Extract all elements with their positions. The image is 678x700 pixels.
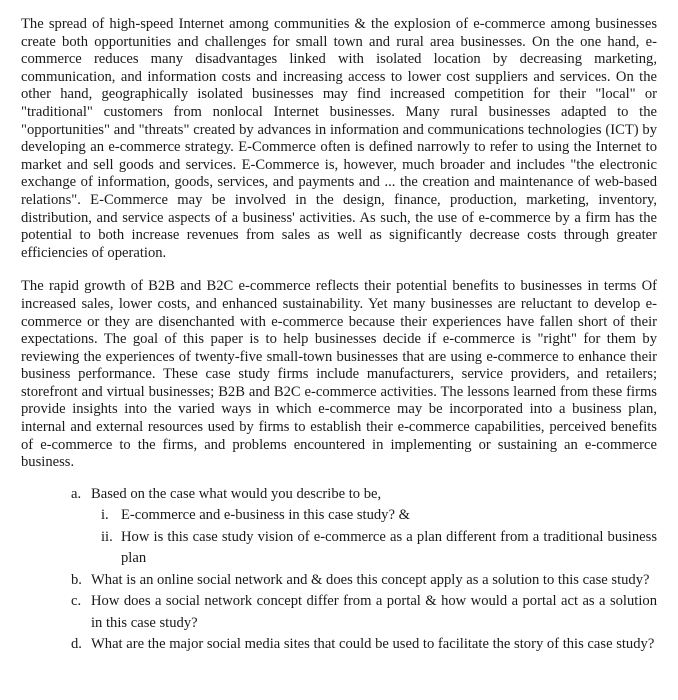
question-marker: c. bbox=[71, 593, 82, 610]
sub-question-ii bbox=[91, 527, 657, 570]
question-text: What is an online social network and & does this concept apply as a solution to this case study? bbox=[91, 571, 650, 588]
question-text: Based on the case what would you describe to be, bbox=[91, 485, 382, 502]
question-b bbox=[21, 570, 657, 592]
sub-question-i bbox=[91, 505, 657, 527]
question-text: What are the major social media sites that could be used to facilitate the story of this case study? bbox=[91, 636, 655, 653]
question-d bbox=[21, 634, 657, 656]
question-a bbox=[21, 484, 657, 570]
paragraph-goal: The rapid growth of B2B and B2C e-commerce reflects their potential benefits to businesses in terms Of increased sales, lower costs, and enhanced sustainability. Yet many businesses are reluctant to develop e-commerce or they are disenchanted with e-commerce because their experiences have fallen short of their expectations. The goal of this paper is to help businesses decide if e-commerce is "right" for them by reviewing the experiences of twenty-five small-town businesses that are using e-commerce to enhance their business performance. These case study firms include manufacturers, service providers, and retailers; storefront and virtual businesses; B2B and B2C e-commerce activities. The lessons learned from these firms provide insights into the varied ways in which e-commerce may be incorporated into a business plan, internal and external resources used by firms to establish their e-commerce capabilities, perceived benefits of e-commerce to the firms, and problems encountered in implementing or sustaining an e-commerce business. bbox=[21, 278, 657, 471]
question-text: How does a social network concept differ from a portal & how would a portal act as a solution in this case study? bbox=[91, 593, 657, 631]
sub-question-marker: ii. bbox=[101, 528, 113, 545]
question-marker: d. bbox=[71, 636, 82, 653]
question-list bbox=[21, 484, 657, 656]
question-c bbox=[21, 591, 657, 634]
document-page bbox=[21, 16, 657, 656]
sub-question-list bbox=[91, 505, 657, 570]
sub-question-marker: i. bbox=[101, 507, 109, 524]
sub-question-text: How is this case study vision of e-commerce as a plan different from a traditional business plan bbox=[121, 528, 657, 567]
paragraph-intro: The spread of high-speed Internet among communities & the explosion of e-commerce among businesses create both opportunities and challenges for small town and rural area businesses. On the one hand, e-commerce reduces many disadvantages linked with isolated location by decreasing marketing, communication, and information costs and increasing access to lower cost suppliers and services. On the other hand, geographically isolated businesses may find increased competition for their "local" or "traditional" customers from nonlocal Internet businesses. Many rural businesses adapted to the "opportunities" and "threats" created by advances in information and communications technologies (ICT) by developing an e-commerce strategy. E-Commerce often is defined narrowly to refer to using the Internet to market and sell goods and services. E-Commerce is, however, much broader and includes "the electronic exchange of information, goods, services, and payments and ... the creation and maintenance of web-based relations". E-Commerce may be involved in the design, finance, production, marketing, inventory, distribution, and service aspects of a business' activities. As such, the use of e-commerce by a firm has the potential to both increase revenues from sales as well as significantly decrease costs through greater efficiencies of operation. bbox=[21, 16, 657, 261]
sub-question-text: E-commerce and e-business in this case study? & bbox=[121, 507, 410, 524]
question-marker: b. bbox=[71, 571, 82, 588]
question-marker: a. bbox=[71, 485, 82, 502]
